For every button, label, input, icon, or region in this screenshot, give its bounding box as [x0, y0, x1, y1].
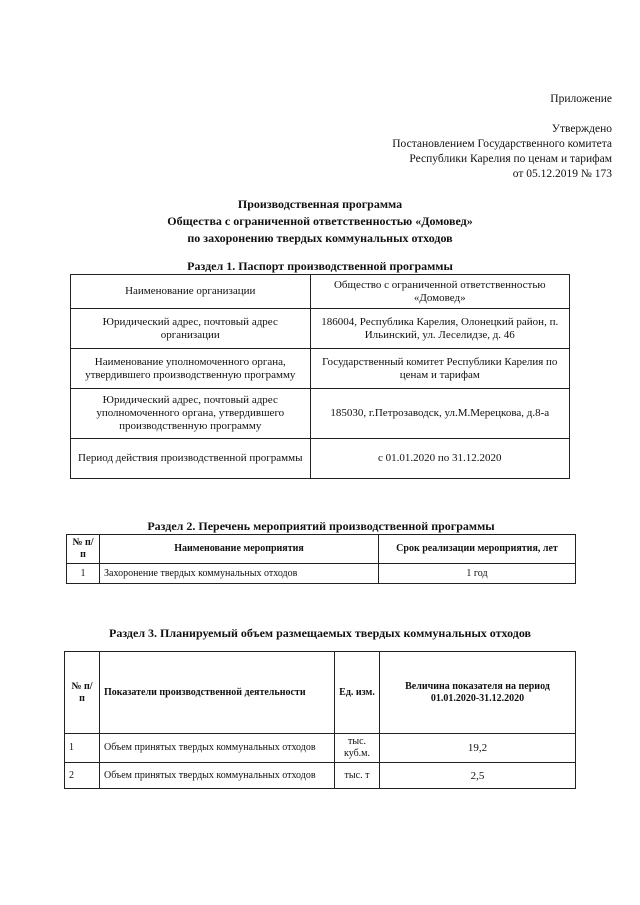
volume-table — [64, 651, 576, 789]
passport-value: 185030, г.Петрозаводск, ул.М.Мерецкова, д.8-а — [310, 389, 569, 439]
passport-row — [71, 349, 570, 389]
indicator-name: Объем принятых твердых коммунальных отходов — [100, 763, 335, 789]
indicator-unit: тыс. куб.м. — [335, 734, 380, 763]
resolution-line-3: от 05.12.2019 № 173 — [512, 168, 612, 180]
passport-label: Наименование организации — [71, 275, 311, 309]
activities-table — [66, 534, 576, 584]
program-title-line-3: по захоронению твердых коммунальных отходов — [187, 231, 453, 245]
table-row — [67, 564, 576, 584]
passport-label: Юридический адрес, почтовый адрес уполномоченного органа, утвердившего производственную программу — [71, 389, 311, 439]
col-unit-header: Ед. изм. — [335, 652, 380, 734]
section3-heading: Раздел 3. Планируемый объем размещаемых твердых коммунальных отходов — [108, 626, 531, 640]
passport-value: Государственный комитет Республики Карелия по ценам и тарифам — [310, 349, 569, 389]
approved-label: Утверждено — [551, 123, 612, 135]
col-value-header: Величина показателя на период 01.01.2020-31.12.2020 — [380, 652, 576, 734]
row-num: 2 — [65, 763, 100, 789]
passport-value: 186004, Республика Карелия, Олонецкий район, п. Ильинский, ул. Леселидзе, д. 46 — [310, 309, 569, 349]
table-row — [65, 763, 576, 789]
resolution-line-2: Республики Карелия по ценам и тарифам — [409, 153, 612, 165]
program-title-line-2: Общества с ограниченной ответственностью «Домовед» — [167, 214, 473, 228]
program-title-line-1: Производственная программа — [237, 197, 403, 211]
col-name-header: Наименование мероприятия — [100, 535, 379, 564]
activity-term: 1 год — [379, 564, 576, 584]
section2-heading: Раздел 2. Перечень мероприятий производственной программы — [147, 519, 495, 533]
col-num-header: № п/п — [67, 535, 100, 564]
passport-row — [71, 389, 570, 439]
activity-name: Захоронение твердых коммунальных отходов — [100, 564, 379, 584]
passport-row — [71, 309, 570, 349]
section1-heading: Раздел 1. Паспорт производственной программы — [187, 259, 453, 273]
passport-label: Наименование уполномоченного органа, утвердившего производственную программу — [71, 349, 311, 389]
col-indicator-header: Показатели производственной деятельности — [100, 652, 335, 734]
passport-label: Юридический адрес, почтовый адрес организации — [71, 309, 311, 349]
passport-value: с 01.01.2020 по 31.12.2020 — [310, 439, 569, 479]
passport-row — [71, 275, 570, 309]
indicator-name: Объем принятых твердых коммунальных отходов — [100, 734, 335, 763]
row-num: 1 — [67, 564, 100, 584]
passport-table — [70, 274, 570, 479]
indicator-value: 2,5 — [380, 763, 576, 789]
passport-label: Период действия производственной программы — [71, 439, 311, 479]
col-term-header: Срок реализации мероприятия, лет — [379, 535, 576, 564]
table-row — [65, 734, 576, 763]
resolution-line-1: Постановлением Государственного комитета — [392, 138, 612, 150]
activities-header-row — [67, 535, 576, 564]
passport-row — [71, 439, 570, 479]
passport-value: Общество с ограниченной ответственностью «Домовед» — [310, 275, 569, 309]
volume-header-row — [65, 652, 576, 734]
indicator-unit: тыс. т — [335, 763, 380, 789]
appendix-label: Приложение — [550, 93, 612, 105]
indicator-value: 19,2 — [380, 734, 576, 763]
col-num-header: № п/п — [65, 652, 100, 734]
row-num: 1 — [65, 734, 100, 763]
